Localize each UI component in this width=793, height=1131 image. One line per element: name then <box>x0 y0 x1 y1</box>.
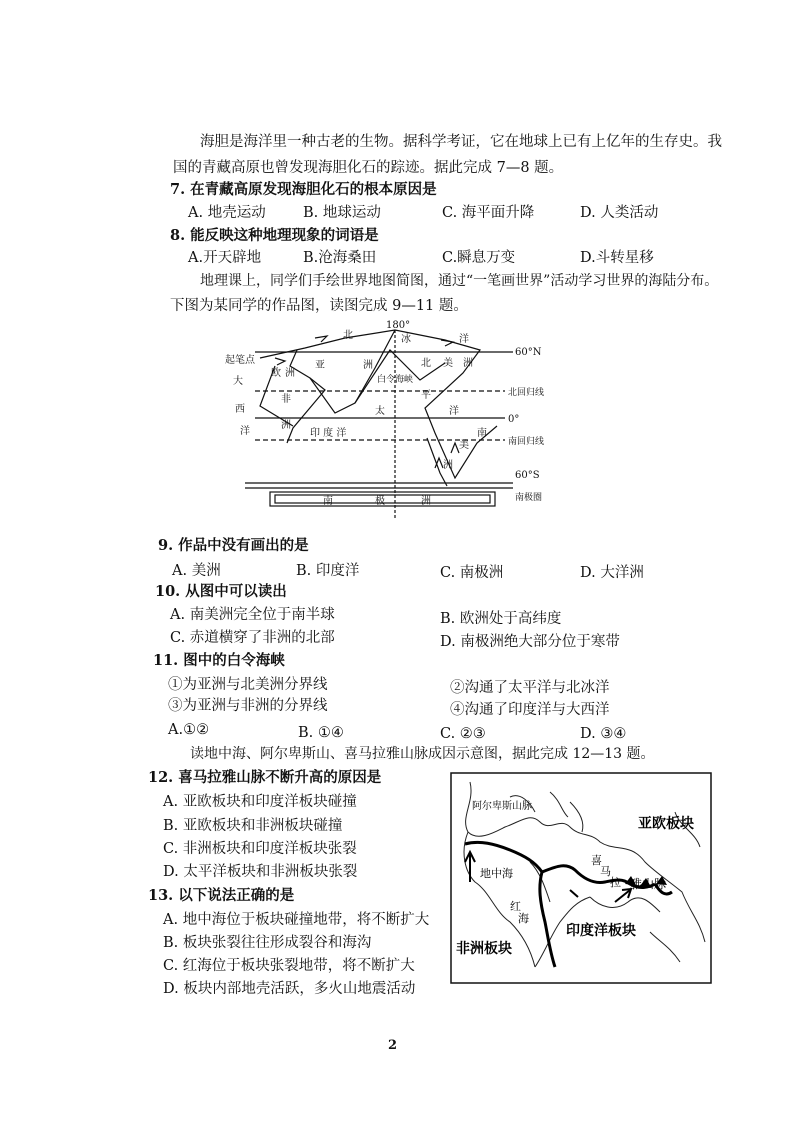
label-mediterranean: 地中海 <box>480 867 513 880</box>
q11-statement-3: ③为亚洲与非洲的分界线 <box>168 698 328 714</box>
label-bering: 白令海峡 <box>377 375 414 385</box>
svg-text:洋: 洋 <box>449 406 459 417</box>
page-number: 2 <box>388 1038 398 1053</box>
label-tropic-n: 北回归线 <box>508 388 545 398</box>
svg-text:洲: 洲 <box>421 496 431 507</box>
q11-option-b[interactable]: B. ①④ <box>298 725 344 741</box>
q13-option-b[interactable]: B. 板块张裂往往形成裂谷和海沟 <box>163 935 372 951</box>
svg-text:非: 非 <box>281 394 291 405</box>
svg-text:平: 平 <box>421 390 431 401</box>
svg-text:洋: 洋 <box>240 426 250 437</box>
q12-stem: 12. 喜马拉雅山脉不断升高的原因是 <box>148 769 382 786</box>
svg-text:太: 太 <box>375 406 385 417</box>
svg-text:拉: 拉 <box>610 876 621 889</box>
q10-option-c[interactable]: C. 赤道横穿了非洲的北部 <box>170 630 335 646</box>
q13-option-a[interactable]: A. 地中海位于板块碰撞地带，将不断扩大 <box>163 912 430 928</box>
label-eurasian-plate: 亚欧板块 <box>638 816 694 832</box>
world-sketch-map <box>215 318 575 532</box>
q7-option-a[interactable]: A. 地壳运动 <box>188 205 266 221</box>
svg-text:大: 大 <box>233 376 243 387</box>
label-60s: 60°S <box>515 470 540 481</box>
svg-text:洲: 洲 <box>443 460 453 471</box>
intro-7-8-line1: 海胆是海洋里一种古老的生物。据科学考证，它在地球上已有上亿年的生存史。我 <box>200 134 722 150</box>
q8-option-b[interactable]: B.沧海桑田 <box>303 250 377 266</box>
label-start: 起笔点 <box>225 355 255 366</box>
q9-option-a[interactable]: A. 美洲 <box>172 563 221 579</box>
svg-text:南: 南 <box>323 496 333 507</box>
svg-text:南: 南 <box>477 428 487 439</box>
svg-text:极: 极 <box>375 496 385 507</box>
intro-12-13: 读地中海、阿尔卑斯山、喜马拉雅山脉成因示意图，据此完成 12—13 题。 <box>190 746 655 762</box>
q9-stem: 9. 作品中没有画出的是 <box>158 537 309 554</box>
label-60n: 60°N <box>515 347 542 358</box>
q12-option-d[interactable]: D. 太平洋板块和非洲板块张裂 <box>163 864 358 880</box>
label-polar-s: 南极圈 <box>515 493 543 503</box>
svg-text:洲: 洲 <box>281 420 291 431</box>
q7-option-c[interactable]: C. 海平面升降 <box>442 205 535 221</box>
q8-stem: 8. 能反映这种地理现象的词语是 <box>170 227 379 244</box>
q11-statement-1: ①为亚洲与北美洲分界线 <box>168 677 328 693</box>
label-equator: 0° <box>508 414 520 425</box>
svg-text:欧: 欧 <box>271 368 281 379</box>
q7-stem: 7. 在青藏高原发现海胆化石的根本原因是 <box>170 181 437 198</box>
svg-text:北: 北 <box>421 358 431 369</box>
svg-text:洲: 洲 <box>463 358 473 369</box>
q10-option-d[interactable]: D. 南极洲绝大部分位于寒带 <box>440 634 620 650</box>
q11-option-c[interactable]: C. ②③ <box>440 726 486 742</box>
label-alps: 阿尔卑斯山脉 <box>472 801 532 812</box>
q11-option-d[interactable]: D. ③④ <box>580 726 627 742</box>
q12-option-b[interactable]: B. 亚欧板块和非洲板块碰撞 <box>163 818 343 834</box>
q9-option-d[interactable]: D. 大洋洲 <box>580 565 644 581</box>
label-african-plate: 非洲板块 <box>456 941 512 957</box>
q10-stem: 10. 从图中可以读出 <box>155 583 287 600</box>
q12-option-a[interactable]: A. 亚欧板块和印度洋板块碰撞 <box>163 794 357 810</box>
svg-text:亚: 亚 <box>315 360 325 371</box>
q13-option-c[interactable]: C. 红海位于板块张裂地带，将不断扩大 <box>163 958 415 974</box>
svg-text:洋: 洋 <box>459 334 469 345</box>
svg-text:红: 红 <box>510 900 521 913</box>
label-tropic-s: 南回归线 <box>508 437 545 447</box>
q9-option-b[interactable]: B. 印度洋 <box>296 563 360 579</box>
q9-option-c[interactable]: C. 南极洲 <box>440 565 504 581</box>
q11-option-a[interactable]: A.①② <box>168 722 210 738</box>
q8-option-c[interactable]: C.瞬息万变 <box>442 250 516 266</box>
svg-text:冰: 冰 <box>401 334 411 345</box>
q13-option-d[interactable]: D. 板块内部地壳活跃，多火山地震活动 <box>163 981 416 997</box>
svg-text:马: 马 <box>600 865 611 878</box>
q10-option-b[interactable]: B. 欧洲处于高纬度 <box>440 611 562 627</box>
q10-option-a[interactable]: A. 南美洲完全位于南半球 <box>170 607 335 623</box>
q8-option-d[interactable]: D.斗转星移 <box>580 250 654 266</box>
svg-text:西: 西 <box>235 404 245 415</box>
plate-tectonics-map <box>450 772 712 988</box>
svg-text:北: 北 <box>343 330 353 341</box>
q13-stem: 13. 以下说法正确的是 <box>148 887 295 904</box>
label-180: 180° <box>386 320 411 331</box>
label-indian-plate: 印度洋板块 <box>566 923 636 939</box>
svg-text:印 度 洋: 印 度 洋 <box>310 428 347 439</box>
q7-option-d[interactable]: D. 人类活动 <box>580 205 659 221</box>
intro-9-11-line2: 下图为某同学的作品图，读图完成 9—11 题。 <box>170 298 468 314</box>
intro-9-11-line1: 地理课上，同学们手绘世界地图简图，通过“一笔画世界”活动学习世界的海陆分布。 <box>200 273 719 289</box>
q12-option-c[interactable]: C. 非洲板块和印度洋板块张裂 <box>163 841 357 857</box>
intro-7-8-line2: 国的青藏高原也曾发现海胆化石的踪迹。据此完成 7—8 题。 <box>173 160 564 176</box>
svg-text:美: 美 <box>443 358 453 369</box>
svg-text:洲: 洲 <box>285 368 295 379</box>
q11-stem: 11. 图中的白令海峡 <box>153 652 285 669</box>
svg-text:洲: 洲 <box>363 360 373 371</box>
q11-statement-4: ④沟通了印度洋与大西洋 <box>450 702 610 718</box>
q11-statement-2: ②沟通了太平洋与北冰洋 <box>450 680 610 696</box>
q7-option-b[interactable]: B. 地球运动 <box>303 205 381 221</box>
svg-text:海: 海 <box>518 912 529 925</box>
label-himalaya: 雅山脉 <box>630 877 667 891</box>
q8-option-a[interactable]: A.开天辟地 <box>188 250 262 266</box>
svg-text:喜: 喜 <box>591 854 602 867</box>
svg-text:美: 美 <box>459 440 469 451</box>
